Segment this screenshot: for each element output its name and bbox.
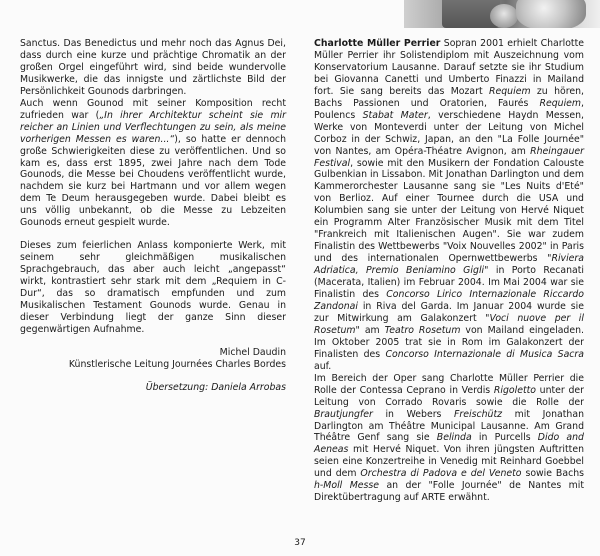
italic-text: Belinda <box>436 432 472 444</box>
italic-text: Concorso Lirico Internazionale Riccardo Zandonai <box>314 289 584 312</box>
italic-text: Freischütz <box>454 408 503 420</box>
italic-text: Requiem <box>489 85 531 97</box>
right-paragraph-2 <box>314 373 584 504</box>
page-number: 37 <box>294 538 306 548</box>
text-run: zu hören, Bachs Passionen und Oratorien, Faurés <box>314 85 585 109</box>
text-run: ), so hatte er dennoch große Schwierigkeiten diese zu veröffentlichen. Und so kam es, dass erst 1895, zwei Jahre nach dem Tode Gounods, die Messe bei Choudens veröffentlicht wurde, nachdem sie kurz bei Hartmann und vor allem wegen dem Te Deum herausgegeben wurde. Dabei bleibt es uns völlig unbekannt, ob die Messe zu Lebzeiten Gounods erneut gespielt wurde. <box>20 133 286 229</box>
text-run: in Purcells <box>471 432 538 444</box>
text-run: Sopran 2001 erhielt Charlotte Müller Perrier ihr Solistendiplom mit Auszeichnung vom Konservatorium Lausanne. Darauf setzte sie ihr Studium bei Giovanna Canetti und Umberto Finazzi in Mailand fort. Sie sang bereits das Mozart <box>314 38 584 97</box>
text-run: , verschiedene Haydn Messen, Werke von Monteverdi unter der Leitung von Michel Corboz in der Schwiz, Japan, an den "La Folle Journée" von Nantes, am Opéra-Théatre Avignon, am <box>314 109 584 157</box>
name-bold: Charlotte Müller Perrier <box>314 38 441 49</box>
italic-text: Teatro Rosetum <box>384 324 461 336</box>
signature-name: Michel Daudin <box>219 346 286 358</box>
text-run: Auch wenn Gounod mit seiner Komposition recht zufrieden war ( <box>20 97 286 121</box>
text-run: Dieses zum feierlichen Anlass komponierte Werk, mit seinem sehr gleichmäßigen musikalischen Sprachgebrauch, das aber auch leicht „angepasst“ wirkt, kontrastiert sehr stark mit dem „Requiem in C-Dur“, das so dramatisch empfunden und zum Musikalischen Testament Gounods wurde. Genau in dieser Verbindung liegt der ganze Sinn dieser gegenwärtigen Aufnahme. <box>20 240 286 335</box>
left-paragraph-3 <box>20 240 286 336</box>
text-run: sowie Bachs <box>521 468 584 480</box>
text-run: " in Porto Recanati (Macerata, Italien) im Februar 2004. Im Mai 2004 war sie Finalistin des <box>314 265 585 301</box>
italic-text: Brautjungfer <box>314 408 373 420</box>
italic-text: h-Moll Messe <box>314 480 379 492</box>
text-run: unter der Leitung von Corrado Rovaris sowie die Rolle der <box>314 384 584 408</box>
signature-role: Künstlerische Leitung Journées Charles Bordes <box>68 358 286 370</box>
right-column <box>314 38 584 504</box>
italic-text: Rheingauer Festival <box>314 145 584 169</box>
left-paragraph-2 <box>20 98 286 229</box>
italic-text: Concorso Internazionale di Musica Sacra <box>385 348 585 360</box>
text-run: Im Bereich der Oper sang Charlotte Müller Perrier die Rolle der Contessa Ceprano in Verdis <box>314 372 584 396</box>
text-run: mit Hervé Niquet. Von ihren jüngsten Auftritten seien eine Konzertreihe in Venedig mit Reinhard Goebbel und dem <box>314 444 584 480</box>
italic-text: Dido and Aeneas <box>314 432 584 456</box>
text-run: von Mailand eingeladen. Im Oktober 2005 trat sie in Rom im Galakonzert der Finalisten des <box>314 324 584 360</box>
text-run: in Webers <box>372 408 455 420</box>
italic-text: Stabat Mater <box>362 109 428 121</box>
text-run: , sowie mit den Musikern der Fondation Calouste Gulbenkian in Lissabon. Mit Jonathan Darlington und dem Kammerorchester Lausanne sang sie "Les Nuits d'Eté" von Berlioz. Auf einer Tournee durch die USA und Kolumbien sang sie unter der Leitung von Hervé Niquet ein Programm Alter Französischer Musik mit dem Titel "Frankreich mit Italienischen Augen". Sie war zudem Finalistin des Wettbewerbs "Voix Nouvelles 2002" in Paris und des internationalen Opernwettbewerbs " <box>314 157 584 265</box>
italic-text: Rigoletto <box>493 384 536 396</box>
text-run: Sanctus. Das Benedictus und mehr noch das Agnus Dei, dass durch eine kurze und prächtige Chromatik an der großen Orgel eingeführt wird, sind beide wundervolle Musikwerke, die das innigste und zärtlichste Bild der Persönlichkeit Gounods darbringen. <box>20 38 286 97</box>
text-run: in Riva del Garda. Im Januar 2004 wurde sie zur Mitwirkung am Galakonzert " <box>314 300 584 324</box>
left-column <box>20 38 286 394</box>
photo-figure-middle <box>490 4 518 28</box>
text-run: an der "Folle Journée" de Nantes mit Direktübertragung auf ARTE erwähnt. <box>314 480 584 504</box>
text-run: auf. <box>314 360 332 372</box>
italic-text: „In ihrer Architektur scheint sie mir reicher an Linien und Verflechtungen zu sein, als meine vorherigen Messen es waren...“ <box>20 109 286 145</box>
text-run: " am <box>355 324 385 336</box>
text-run: mit Jonathan Darlington am Théâtre Municipal Lausanne. Am Grand Théâtre Genf sang sie <box>314 408 584 444</box>
text-run: , Poulencs <box>314 97 584 121</box>
italic-text: Requiem <box>539 97 582 109</box>
translation-credit: Übersetzung: Daniela Arrobas <box>145 381 286 393</box>
italic-text: Riviera Adriatica, Premio Beniamino Gigli <box>314 253 584 277</box>
italic-text: Orchestra di Padova e del Veneto <box>360 468 522 480</box>
left-paragraph-1 <box>20 38 286 98</box>
header-photo <box>404 0 600 28</box>
right-paragraph-1 <box>314 38 584 373</box>
photo-figure-right <box>516 0 586 28</box>
italic-text: Voci nuove per il Rosetum <box>314 312 584 336</box>
